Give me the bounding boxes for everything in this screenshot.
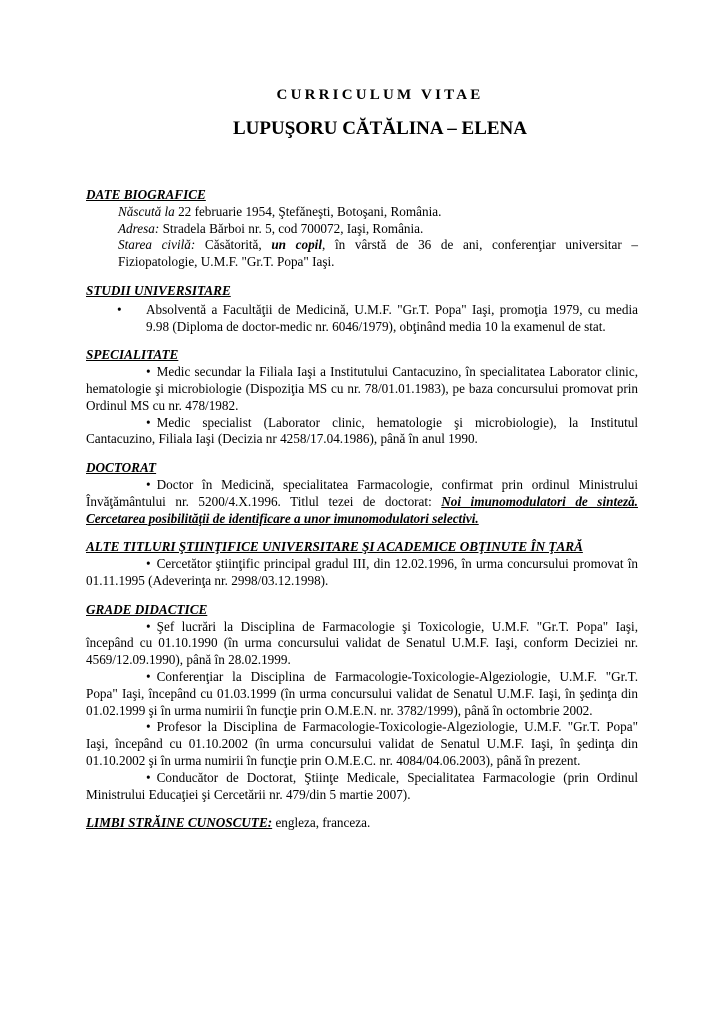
document-title: CURRICULUM VITAE bbox=[276, 87, 484, 103]
limbi-value: engleza, franceza. bbox=[272, 815, 371, 831]
address-label: Adresa: bbox=[118, 220, 160, 236]
person-name: LUPUŞORU CĂTĂLINA – ELENA bbox=[232, 118, 528, 139]
studii-item bbox=[86, 302, 638, 336]
section-grade bbox=[86, 602, 638, 804]
biographic-details bbox=[86, 204, 638, 271]
bullet-icon: • bbox=[146, 618, 151, 634]
bullet-icon: • bbox=[146, 476, 151, 492]
section-date-biografice bbox=[86, 187, 638, 271]
grade-item-3-text: Profesor la Disciplina de Farmacologie-Toxicologie-Algeziologie, U.M.F. "Gr.T. Popa" Iaşi, începând cu 01.10.2002 (în urma concursului validat de Senatul U.M.F. Iaşi, în şedinţa din 01.10.2002 şi în urma numirii în funcţie prin O.M.E.C. nr. 4084/04.06.2003), până în prezent. bbox=[86, 719, 638, 768]
born-label: Născută la bbox=[118, 203, 175, 219]
bullet-icon: • bbox=[146, 769, 151, 785]
civil-child: un copil bbox=[271, 237, 323, 253]
heading-doctorat: DOCTORAT bbox=[86, 460, 157, 476]
section-doctorat bbox=[86, 460, 638, 527]
born-value: 22 februarie 1954, Ştefăneşti, Botoşani, România. bbox=[174, 203, 442, 219]
address-line bbox=[118, 221, 638, 238]
specialitate-item-1 bbox=[86, 364, 638, 414]
grade-item-2 bbox=[86, 669, 638, 719]
heading-date-biografice: DATE BIOGRAFICE bbox=[86, 187, 206, 202]
grade-item-3 bbox=[86, 719, 638, 769]
cv-content bbox=[86, 187, 638, 844]
civil-status-line bbox=[86, 237, 638, 271]
section-specialitate bbox=[86, 347, 638, 448]
specialitate-item-2 bbox=[86, 415, 638, 449]
heading-studii: STUDII UNIVERSITARE bbox=[86, 282, 231, 298]
address-value: Stradela Bărboi nr. 5, cod 700072, Iaşi, România. bbox=[159, 220, 424, 236]
alte-titluri-item-text: Cercetător ştiinţific principal gradul III, din 12.02.1996, în urma concursului promovat în 01.11.1995 (Adeverinţa nr. 2998/03.12.1998). bbox=[86, 556, 638, 588]
birth-line bbox=[118, 204, 638, 221]
grade-item-4-text: Conducător de Doctorat, Ştiinţe Medicale, Specialitatea Farmacologie (prin Ordinul Ministrului Educaţiei şi Cercetării nr. 479/din 5 martie 2007). bbox=[86, 769, 638, 802]
bullet-icon: • bbox=[146, 556, 151, 572]
limbi-line bbox=[86, 815, 638, 832]
studii-item-text: Absolventă a Facultăţii de Medicină, U.M.F. "Gr.T. Popa" Iaşi, promoţia 1979, cu media 9.98 (Diploma de doctor-medic nr. 6046/1979), obţinând media 10 la examenul de stat. bbox=[146, 301, 638, 334]
bullet-icon: • bbox=[146, 668, 151, 684]
specialitate-item-2-text: Medic specialist (Laborator clinic, hematologie şi microbiologie), la Institutul Cantacuzino, Filiala Iaşi (Decizia nr 4258/17.04.1986), până în anul 1990. bbox=[86, 414, 638, 447]
grade-item-2-text: Conferenţiar la Disciplina de Farmacologie-Toxicologie-Algeziologie, U.M.F. "Gr.T. Popa" Iaşi, începând cu 01.03.1999 (în urma concursului validat de Senatul U.M.F. Iaşi, în şedinţa din 01.02.1999 şi în urma numirii în funcţie prin O.M.E.N. nr. 3782/1999), până în octombrie 2002. bbox=[86, 668, 638, 718]
grade-item-1 bbox=[86, 619, 638, 669]
bullet-icon: • bbox=[146, 364, 151, 380]
thesis-title: Noi imunomodulatori de sinteză. Cercetarea posibilităţii de identificare a unor imunomodulatori selectivi. bbox=[86, 493, 638, 526]
heading-alte-titluri: ALTE TITLURI ŞTIINŢIFICE UNIVERSITARE ŞI ACADEMICE OBŢINUTE ÎN ŢARĂ bbox=[86, 539, 583, 555]
alte-titluri-item bbox=[86, 556, 638, 590]
doctorat-item bbox=[86, 477, 638, 527]
civil-label: Starea civilă: bbox=[118, 237, 196, 253]
bullet-icon: • bbox=[146, 719, 151, 735]
heading-limbi: LIMBI STRĂINE CUNOSCUTE: bbox=[86, 815, 273, 831]
bullet-icon: • bbox=[117, 301, 122, 317]
section-alte-titluri bbox=[86, 539, 638, 589]
heading-grade: GRADE DIDACTICE bbox=[86, 601, 208, 617]
specialitate-item-1-text: Medic secundar la Filiala Iaşi a Institutului Cantacuzino, în specialitatea Laborator clinic, hematologie şi microbiologie (Dispoziţia MS cu nr. 78/01.01.1983), pe baza concursului promovat prin Ordinul MS cu nr. 478/1982. bbox=[86, 364, 638, 413]
doctorat-text: Doctor în Medicină, specialitatea Farmacologie, confirmat prin ordinul Ministrului Învăţământului nr. 5200/4.X.1996. Titlul tezei de doctorat: bbox=[86, 476, 638, 509]
grade-item-4 bbox=[86, 770, 638, 804]
section-studii bbox=[86, 283, 638, 335]
civil-value-2: , în vârstă de 36 de ani, conferenţiar universitar – Fiziopatologie, U.M.F. "Gr.T. Popa" Iaşi. bbox=[118, 237, 639, 270]
section-limbi bbox=[86, 815, 638, 832]
heading-specialitate: SPECIALITATE bbox=[86, 347, 179, 363]
grade-item-1-text: Şef lucrări la Disciplina de Farmacologie şi Toxicologie, U.M.F. "Gr.T. Popa" Iaşi, începând cu 01.10.1990 (în urma concursului validat de Senatul U.M.F. Iaşi, conform Deciziei nr. 4569/12.09.1990), până în 28.02.1999. bbox=[86, 618, 638, 668]
bullet-icon: • bbox=[146, 414, 151, 430]
civil-value-1: Căsătorită, bbox=[195, 237, 272, 253]
